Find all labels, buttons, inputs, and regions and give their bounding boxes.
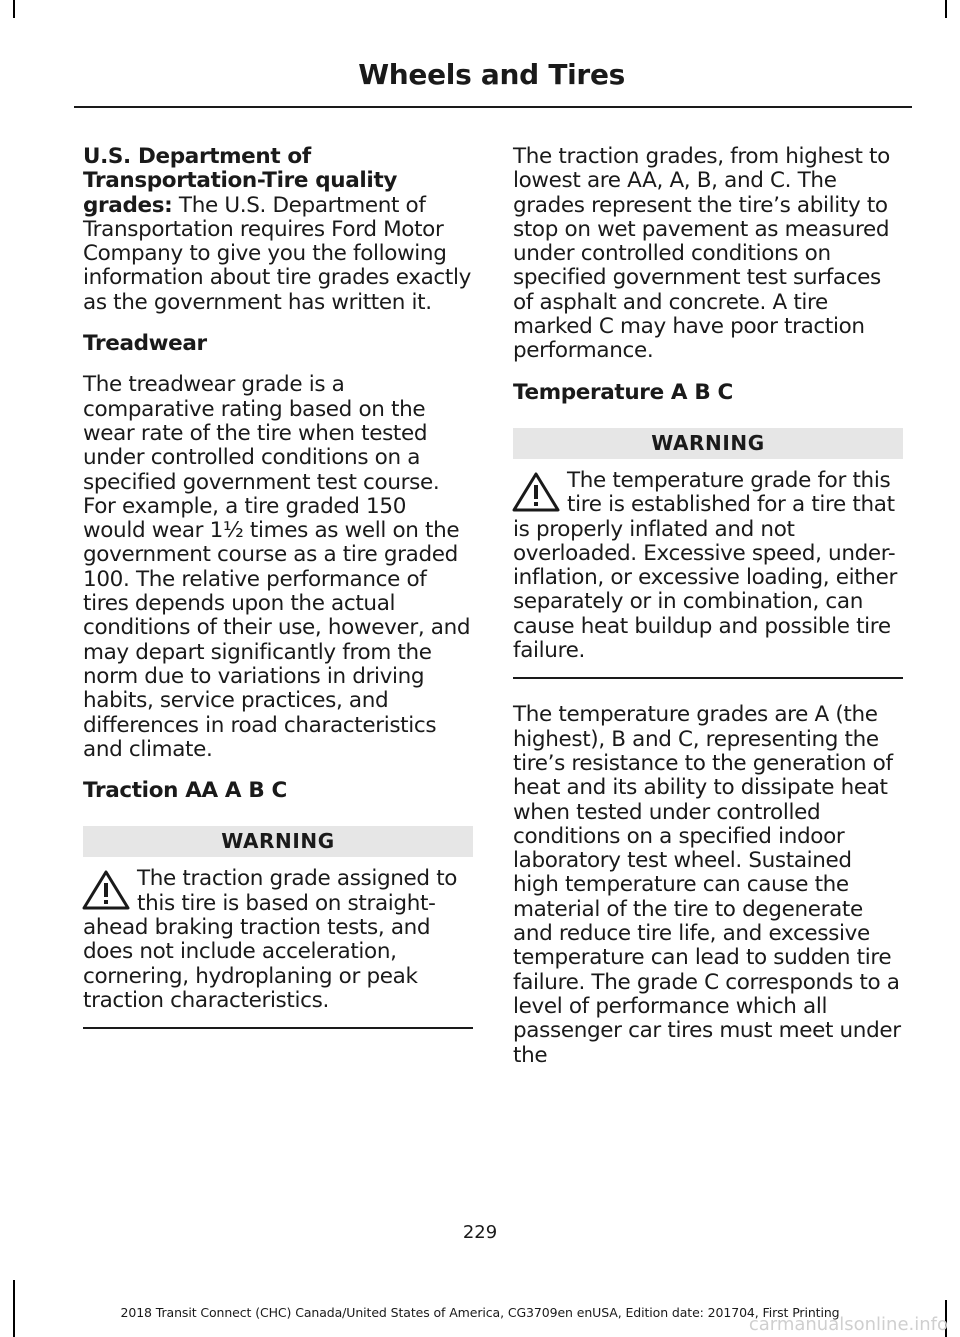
warning-box [513, 469, 903, 679]
warning-text: The temperature grade for this tire is established for a tire that is properly inflated and not overloaded. Excessive speed, under-inflation, or excessive loading, either separately or in combination, can cause heat buildup and possible tire failure. [513, 467, 897, 664]
treadwear-text: The treadwear grade is a comparative rating based on the wear rate of the tire when tested under controlled conditions on a specified government test course. For example, a tire graded 150 would wear 1½ times as well on the government course as a tire graded 100. The relative performance of tires depends upon the actual conditions of their use, however, and may depart significantly from the norm due to variations in driving habits, service practices, and differences in road characteristics and climate. [83, 372, 471, 762]
warning-triangle-icon [511, 471, 561, 513]
crop-mark-top-left [13, 0, 15, 18]
header-divider [74, 106, 912, 108]
dot-paragraph [83, 145, 473, 315]
traction-heading: Traction AA A B C [83, 778, 287, 804]
warning-end-rule [513, 677, 903, 679]
temperature-heading: Temperature A B C [513, 379, 733, 405]
temperature-text: The temperature grades are A (the highest), B and C, representing the tire’s resistance to the generation of heat and its ability to dissipate heat when tested under controlled conditions on a specified indoor laboratory test wheel. Sustained high temperature can cause the material of the tire to degenerate and reduce tire life, and excessive temperature can lead to sudden tire failure. The grade C corresponds to a level of performance which all passenger car tires must meet under the [513, 702, 901, 1068]
warning-end-rule [83, 1027, 473, 1029]
section-title: Wheels and Tires [358, 58, 625, 91]
edition-footer: 2018 Transit Connect (CHC) Canada/United States of America, CG3709en enUSA, Edition date: 201704, First Printing [120, 1305, 840, 1320]
right-column [513, 145, 903, 1085]
left-column [83, 145, 473, 1053]
page-number: 229 [462, 1222, 498, 1243]
warning-triangle-icon [81, 869, 131, 911]
warning-text: The traction grade assigned to this tire is based on straight-ahead braking traction tests, and does not include acceleration, cornering, hydroplaning or peak traction characteristics. [83, 866, 458, 1013]
warning-banner: WARNING [83, 826, 473, 857]
dot-heading: U.S. Department of Transportation-Tire quality grades: [83, 144, 398, 218]
treadwear-heading: Treadwear [83, 331, 207, 357]
traction-text: The traction grades, from highest to lowest are AA, A, B, and C. The grades represent the tire’s ability to stop on wet pavement as measured under controlled conditions on specified government test surfaces of asphalt and concrete. A tire marked C may have poor traction performance. [513, 144, 890, 364]
warning-box [83, 867, 473, 1029]
dot-text: The U.S. Department of Transportation requires Ford Motor Company to give you the following information about tire grades exactly as the government has written it. [83, 192, 471, 315]
warning-banner: WARNING [513, 428, 903, 459]
watermark: carmanualsonline.info [748, 1314, 948, 1335]
crop-mark-top-right [945, 0, 947, 18]
